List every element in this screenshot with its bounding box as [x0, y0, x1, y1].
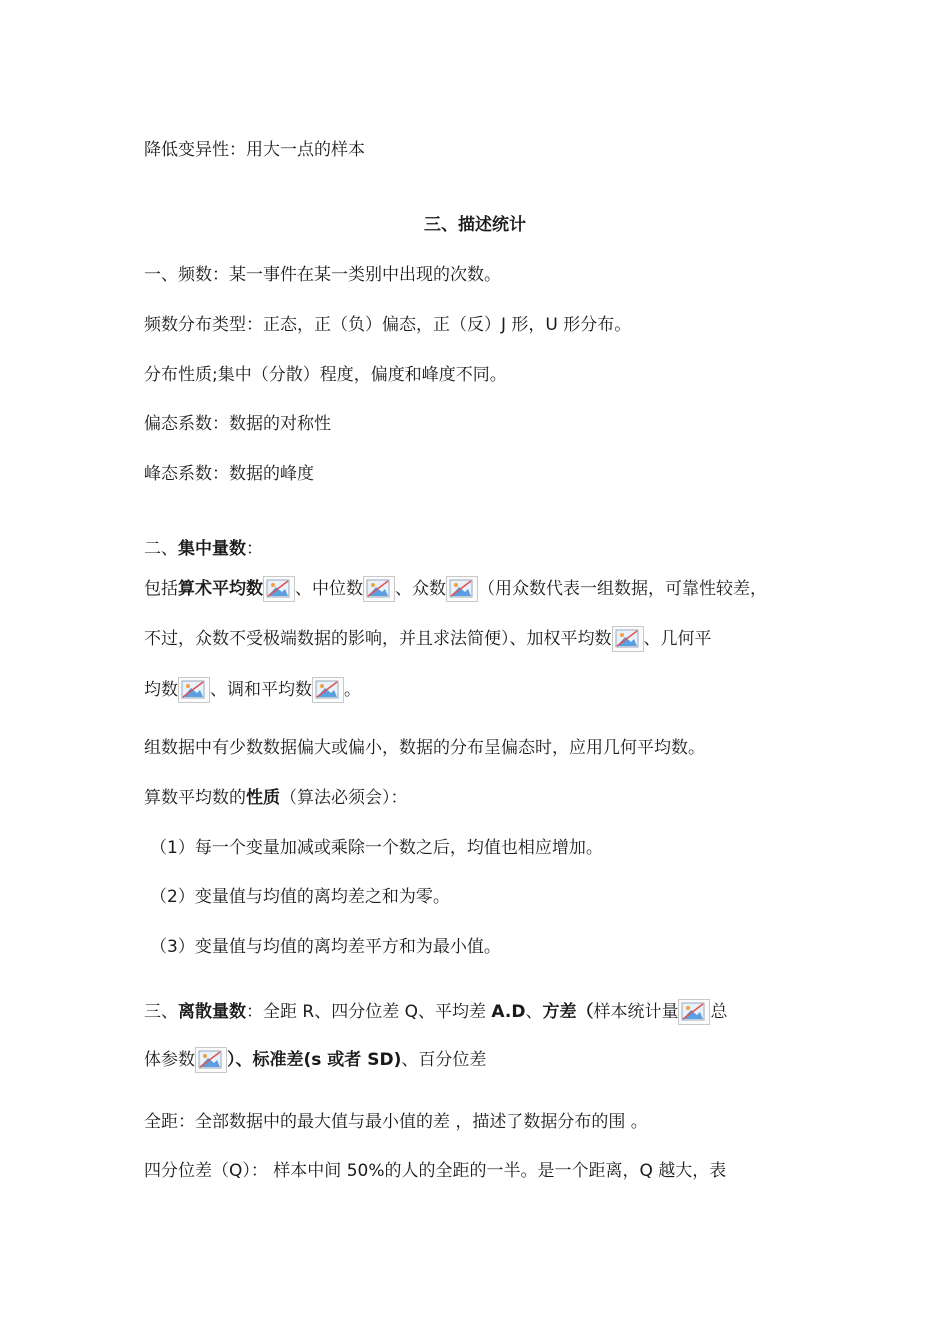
broken-image-icon [446, 576, 478, 602]
text-span: 、 [525, 1002, 543, 1022]
text-span: （用众数代表一组数据，可靠性较差， [478, 579, 767, 599]
bold-term-arithmetic-mean: 算术平均数 [178, 579, 263, 599]
text-line-geometric-mean-usage: 组数据中有少数数据偏大或偏小，数据的分布呈偏态时，应用几何平均数。 [144, 738, 705, 758]
broken-image-icon [363, 576, 395, 602]
text-span: 、调和平均数 [210, 680, 312, 700]
text-span: 不过，众数不受极端数据的影响，并且求法简便）、加权平均数 [144, 629, 612, 649]
section-heading-descriptive-statistics: 三、描述统计 [424, 215, 526, 235]
bold-term-variance: 方差（ [542, 1002, 594, 1022]
list-item-1: （1）每一个变量加减或乘除一个数之后，均值也相应增加。 [150, 838, 603, 858]
list-item-2: （2）变量值与均值的离均差之和为零。 [150, 887, 450, 907]
text-span: 三、 [144, 1002, 178, 1022]
text-span: 、几何平 [643, 629, 712, 649]
text-line-frequency: 一、频数：某一事件在某一类别中出现的次数。 [144, 265, 501, 285]
text-line-quartile-deviation: 四分位差（Q）： 样本中间 50%的人的全距的一半。是一个距离，Q 越大，表 [144, 1161, 727, 1181]
broken-image-icon [178, 677, 210, 703]
broken-image-icon [612, 626, 644, 652]
subheading-suffix: ： [246, 539, 263, 559]
broken-image-icon [263, 576, 295, 602]
text-line-mean-properties [144, 786, 408, 810]
subheading-central-tendency [144, 537, 263, 561]
text-line-variability: 降低变异性：用大一点的样本 [144, 140, 365, 160]
text-span: 均数 [144, 680, 178, 700]
text-line-range: 全距：全部数据中的最大值与最小值的差 ，描述了数据分布的围 。 [144, 1112, 648, 1132]
paragraph-central-measures-line2 [144, 626, 712, 652]
text-span: 总 [710, 1002, 728, 1022]
text-line-skewness: 偏态系数：数据的对称性 [144, 414, 331, 434]
text-span: 包括 [144, 579, 178, 599]
broken-image-icon [312, 677, 344, 703]
text-line-distribution-types: 频数分布类型：正态，正（负）偏态，正（反）J 形，U 形分布。 [144, 315, 632, 335]
text-span: 、中位数 [295, 579, 363, 599]
paragraph-central-measures-line1 [144, 576, 767, 602]
subheading-dispersion-line1 [144, 999, 727, 1025]
broken-image-icon [678, 999, 710, 1025]
text-span: 体参数 [144, 1050, 195, 1070]
text-span: 、众数 [395, 579, 446, 599]
list-item-3: （3）变量值与均值的离均差平方和为最小值。 [150, 937, 501, 957]
subheading-bold-term: 集中量数 [178, 539, 246, 559]
subheading-prefix: 二、 [144, 539, 178, 559]
subheading-dispersion-line2 [144, 1047, 486, 1073]
paragraph-central-measures-line3 [144, 677, 361, 703]
bold-term-standard-deviation: ）、标准差(s 或者 SD) [227, 1050, 402, 1070]
bold-term-dispersion: 离散量数 [178, 1002, 246, 1022]
bold-term-ad: A.D [491, 1002, 526, 1022]
text-span: ：全距 R、四分位差 Q、平均差 [246, 1002, 492, 1022]
broken-image-icon [195, 1047, 227, 1073]
text-span: 。 [344, 680, 361, 700]
bold-term-properties: 性质 [246, 788, 280, 808]
text-span: 算数平均数的 [144, 788, 246, 808]
text-span: （算法必须会）： [280, 788, 408, 808]
text-line-kurtosis: 峰态系数：数据的峰度 [144, 464, 314, 484]
text-span: 样本统计量 [593, 1002, 679, 1022]
text-span: 、百分位差 [401, 1050, 487, 1070]
text-line-distribution-properties: 分布性质;集中（分散）程度，偏度和峰度不同。 [144, 365, 507, 385]
